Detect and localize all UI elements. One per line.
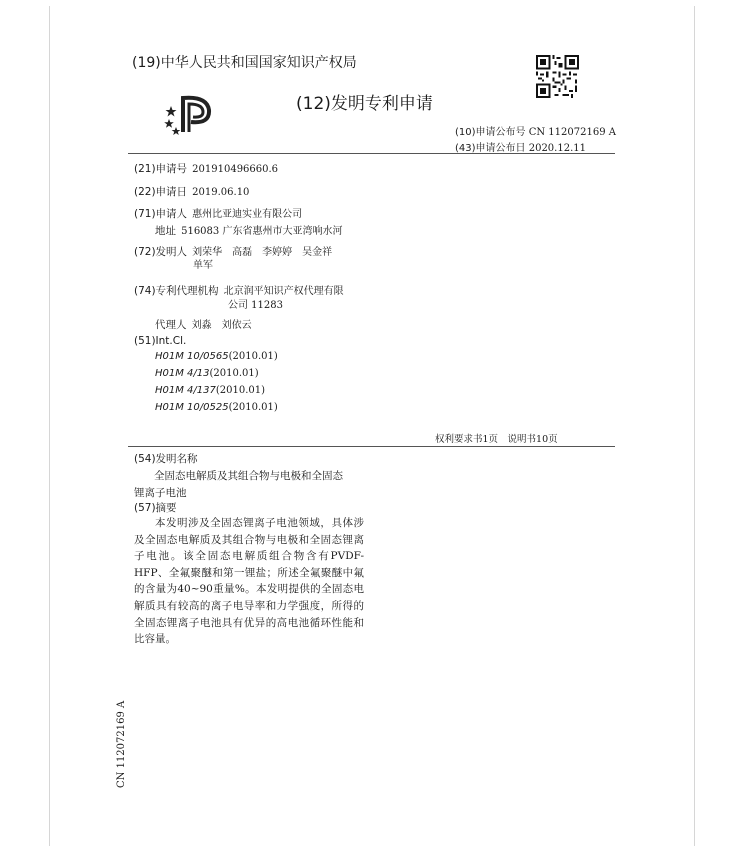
qr-code-icon — [536, 55, 579, 98]
classification-version: (2010.01) — [209, 368, 259, 379]
publication-date: 2020.12.11 — [528, 143, 586, 154]
filing-date-row — [134, 180, 249, 199]
agency-line-1: 北京润平知识产权代理有限 — [223, 286, 344, 297]
classification-item — [155, 385, 265, 396]
classification-version: (2010.01) — [215, 385, 266, 396]
classification-version: (2010.01) — [228, 351, 278, 362]
office-name: (19)中华人民共和国国家知识产权局 — [132, 55, 357, 71]
applicant: 惠州比亚迪实业有限公司 — [192, 209, 303, 220]
agency-label: (74)专利代理机构 — [134, 285, 219, 297]
classification-code: H01M 10/0565 — [155, 351, 229, 362]
classification-version: (2010.01) — [228, 402, 278, 413]
classification-code: H01M 4/13 — [155, 368, 210, 379]
filing-date-label: (22)申请日 — [134, 186, 188, 198]
agent-label: 代理人 — [155, 319, 187, 331]
section-divider — [128, 446, 615, 447]
publication-date-label: (43)申请公布日 — [455, 143, 526, 154]
inventors-line-1: 刘荣华 高磊 李婷婷 吴金祥 — [192, 247, 333, 258]
application-number-label: (21)申请号 — [134, 163, 188, 175]
agent-row — [155, 313, 252, 332]
application-number-row — [134, 157, 278, 176]
publication-number-label: (10)申请公布号 — [455, 127, 526, 138]
int-cl-label: (51)Int.Cl. — [134, 335, 187, 347]
agent: 刘淼 刘依云 — [191, 320, 252, 331]
invention-title-line-2: 锂离子电池 — [134, 487, 187, 499]
publication-number-row — [455, 123, 616, 138]
invention-title-label: (54)发明名称 — [134, 453, 198, 465]
classification-item — [155, 402, 278, 413]
address-label: 地址 — [155, 225, 176, 237]
inventors-line-2: 单军 — [193, 260, 213, 271]
applicant-label: (71)申请人 — [134, 208, 188, 220]
classification-item — [155, 351, 278, 362]
filing-date: 2019.06.10 — [192, 187, 250, 198]
classification-item — [155, 368, 259, 379]
address-row — [155, 219, 342, 238]
document-type-title: (12)发明专利申请 — [296, 94, 433, 114]
side-publication-number: CN 112072169 A — [116, 700, 127, 788]
application-number: 201910496660.6 — [192, 164, 279, 175]
abstract-text: 本发明涉及全固态锂离子电池领域，具体涉及全固态电解质及其组合物与电极和全固态锂离子电池。该全固态电解质组合物含有PVDF-HFP、全氟聚醚和第一锂盐；所述全氟聚醚中氟的含量为40~90重量%。本发明提供的全固态电解质具有较高的离子电导率和力学强度，所得的全固态锂离子电池具有优异的高电池循环性能和比容量。 — [134, 517, 364, 646]
classification-code: H01M 10/0525 — [155, 402, 229, 413]
invention-title-line-1: 全固态电解质及其组合物与电极和全固态 — [154, 470, 343, 482]
publication-number: CN 112072169 A — [528, 127, 616, 138]
agency-line-2: 公司 11283 — [228, 300, 283, 311]
pages-info: 权利要求书1页 说明书10页 — [435, 434, 558, 445]
classification-code: H01M 4/137 — [155, 385, 216, 396]
abstract-label: (57)摘要 — [134, 502, 177, 514]
publication-date-row — [455, 139, 586, 154]
header-divider — [128, 153, 615, 154]
address: 516083 广东省惠州市大亚湾响水河 — [181, 226, 343, 237]
inventors-row — [134, 240, 332, 259]
cnipa-logo-icon — [163, 88, 215, 138]
inventors-label: (72)发明人 — [134, 246, 188, 258]
